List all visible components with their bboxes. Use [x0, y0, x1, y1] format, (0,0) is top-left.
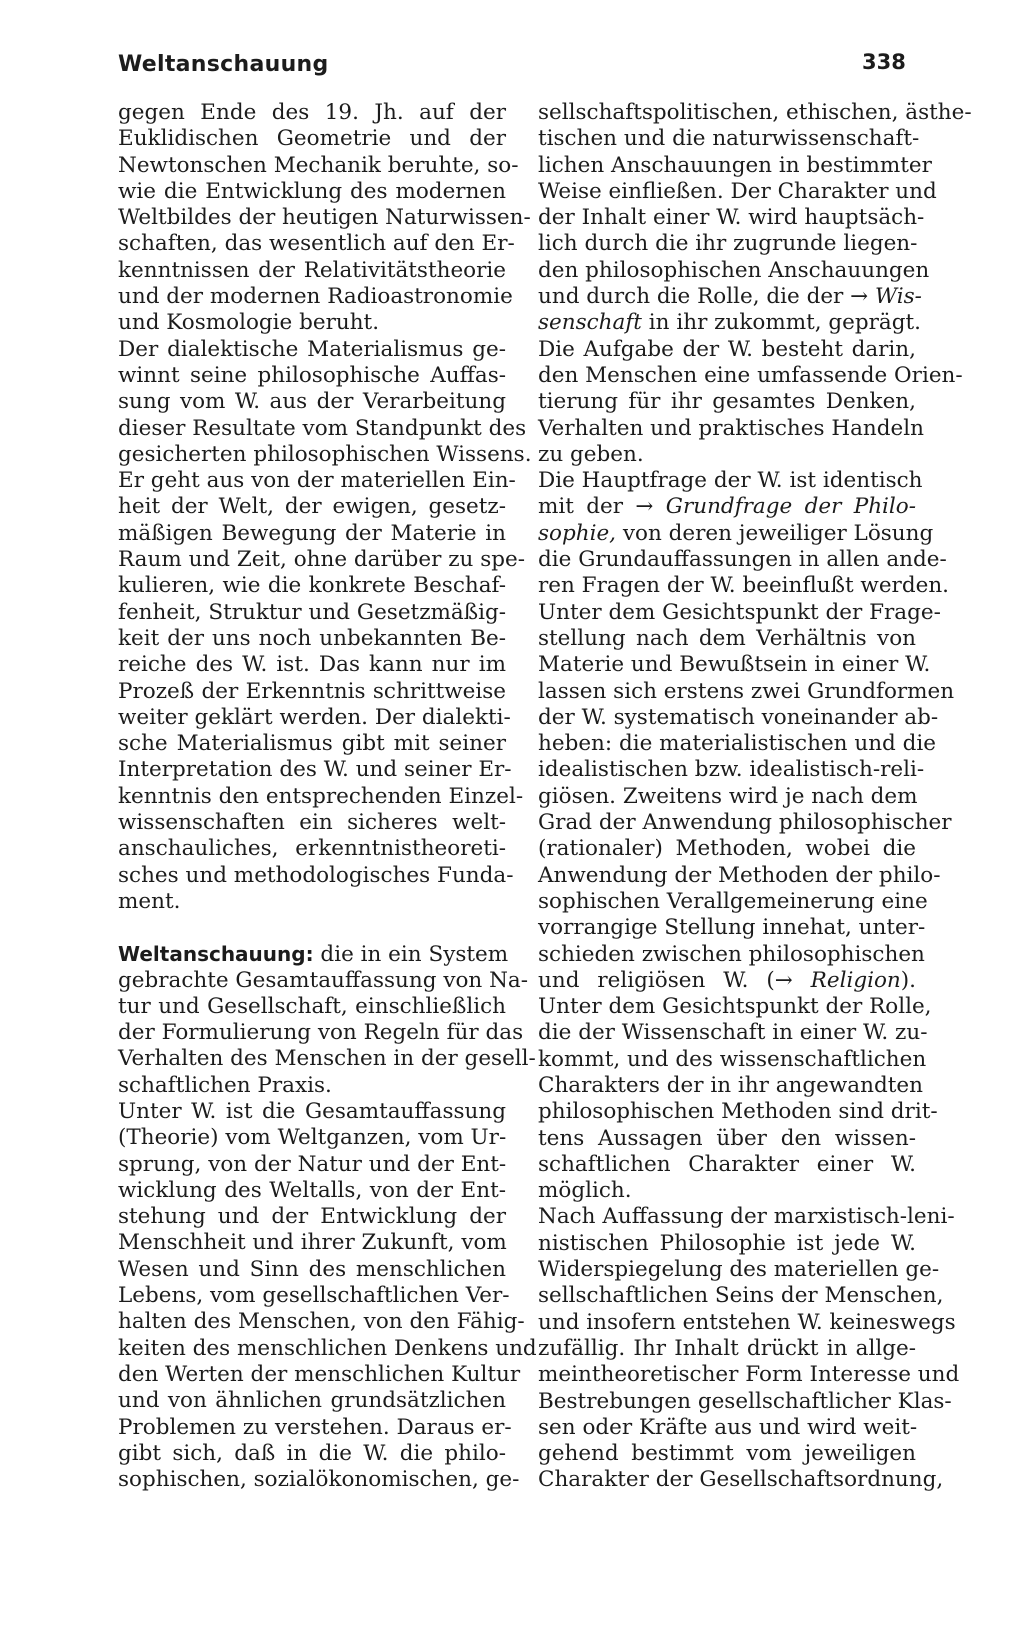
line-text: ment. [118, 888, 181, 914]
text-line [538, 1336, 916, 1362]
text-line [538, 126, 920, 152]
line-text: tierung für ihr gesamtes Denken, [538, 389, 916, 415]
line-text: Anwendung der Methoden der philo- [538, 862, 941, 888]
line-text: Grad der Anwendung philosophischer [538, 810, 952, 836]
text-line [118, 126, 506, 152]
text-line [118, 363, 506, 389]
left-column [118, 100, 537, 1493]
line-text: keiten des menschlichen Denkens und [118, 1335, 537, 1361]
text-line [538, 626, 916, 652]
line-text: fenheit, Struktur und Gesetzmäßig- [118, 599, 506, 625]
line-text: möglich. [538, 1178, 632, 1204]
line-text: und durch die Rolle, die der [538, 284, 851, 310]
text-line [538, 1204, 955, 1230]
line-text: philosophischen Methoden sind drit- [538, 1099, 938, 1125]
text-line [538, 757, 925, 783]
text-line [118, 521, 506, 547]
line-text: tischen und die naturwissenschaft- [538, 126, 920, 152]
line-text: Die Hauptfrage der W. ist identisch [538, 468, 923, 494]
text-line [118, 547, 525, 573]
line-text: Unter dem Gesichtspunkt der Rolle, [538, 994, 932, 1020]
text-line [118, 152, 519, 179]
text-line [118, 1046, 536, 1072]
line-text: keit der uns noch unbekannten Be- [118, 625, 506, 651]
text-line [118, 862, 514, 889]
text-line [118, 1152, 506, 1178]
line-text: sellschaftspolitischen, ethischen, ästhe- [538, 100, 972, 125]
line-text: Euklidischen Geometrie und der [118, 126, 506, 152]
text-line [538, 731, 937, 757]
arrow-icon: → [774, 967, 793, 993]
line-text: gibt sich, daß in die W. die philo- [118, 1440, 506, 1466]
text-line [538, 915, 926, 941]
line-text: meintheoretischer Form Interesse und [538, 1362, 960, 1388]
line-text: Interpretation des W. und seiner Er- [118, 757, 512, 783]
line-text: Unter dem Gesichtspunkt der Frage- [538, 599, 941, 625]
line-text: den Werten der menschlichen Kultur [118, 1361, 521, 1387]
text-line [538, 152, 932, 179]
line-text: (rationaler) Methoden, wobei die [538, 836, 916, 862]
text-line [118, 600, 506, 626]
text-line [118, 1020, 524, 1046]
line-text: (Theorie) vom Weltganzen, vom Ur- [118, 1125, 507, 1151]
line-text: ren Fragen der W. beeinflußt werden. [538, 573, 949, 599]
text-line [538, 1231, 916, 1257]
line-text: winnt seine philosophische Auffas- [118, 362, 506, 388]
line-text: die der Wissenschaft in einer W. zu- [538, 1020, 928, 1046]
line-text: und insofern entstehen W. keineswegs [538, 1309, 956, 1335]
line-text: Nach Auffassung der marxistisch-leni- [538, 1204, 955, 1230]
line-text: Prozeß der Erkenntnis schrittweise [118, 678, 506, 704]
text-line [538, 1126, 916, 1152]
text-line [538, 678, 955, 705]
text-line [538, 1072, 923, 1099]
text-line [538, 1257, 940, 1283]
text-line [538, 652, 931, 678]
line-text: den philosophischen Anschauungen [538, 257, 930, 283]
text-line [538, 1388, 952, 1415]
text-line [538, 362, 963, 389]
line-text: Er geht aus von der materiellen Ein- [118, 468, 516, 494]
text-line [118, 783, 524, 810]
entry-headword: Weltanschauung: [118, 942, 314, 967]
line-text: sellschaftlichen Seins der Menschen, [538, 1283, 944, 1309]
text-line [118, 231, 515, 257]
line-text: kenntnissen der Relativitätstheorie [118, 257, 506, 283]
line-text: gegen Ende des 19. Jh. auf der [118, 100, 506, 125]
line-text: mit der [538, 494, 636, 520]
text-line [538, 1441, 916, 1467]
text-line [538, 178, 937, 205]
line-text: wissenschaften ein sicheres welt- [118, 810, 506, 836]
text-line [118, 1283, 510, 1309]
text-line [538, 100, 972, 126]
text-line [538, 1152, 916, 1178]
line-text: Unter W. ist die Gesamtauffassung [118, 1098, 506, 1124]
line-text: stellung nach dem Verhältnis von [538, 625, 916, 651]
text-line [118, 1178, 506, 1204]
line-text: Verhalten und praktisches Handeln [538, 415, 924, 441]
line-text: halten des Menschen, von den Fähig- [118, 1309, 525, 1335]
arrow-icon: → [635, 494, 654, 520]
text-line [538, 1099, 938, 1125]
line-text: kenntnis den entsprechenden Einzel- [118, 783, 524, 809]
line-text: schieden zwischen philosophischen [538, 941, 925, 967]
cross-reference: Religion [792, 967, 901, 993]
line-text: wicklung des Weltalls, von der Ent- [118, 1177, 506, 1203]
text-line [538, 836, 916, 862]
line-text: Der dialektische Materialismus ge- [118, 336, 506, 362]
cross-reference: Wis- [868, 284, 922, 310]
line-text: Widerspiegelung des materiellen ge- [538, 1257, 940, 1283]
line-text: Bestrebungen gesellschaftlicher Klas- [538, 1388, 952, 1414]
text-line [118, 810, 506, 836]
line-text: Verhalten des Menschen in der gesell- [118, 1046, 536, 1072]
line-text: vorrangige Stellung innehat, unter- [538, 915, 926, 941]
text-line [118, 836, 506, 862]
text-line [118, 1388, 506, 1414]
text-line [538, 704, 939, 731]
text-line [538, 810, 952, 836]
line-text: kommt, und des wissenschaftlichen [538, 1046, 927, 1072]
text-line [538, 1046, 927, 1073]
text-line [118, 652, 506, 678]
text-line [538, 1178, 916, 1204]
text-line [118, 258, 506, 284]
text-line [538, 968, 916, 994]
line-text: lichen Anschauungen in bestimmter [538, 152, 932, 178]
line-text: lich durch die ihr zugrunde liegen- [538, 231, 918, 257]
line-text: Charakters der in ihr angewandten [538, 1072, 923, 1098]
line-text: sche Materialismus gibt mit seiner [118, 731, 506, 757]
line-text: schaftlichen Praxis. [118, 1072, 332, 1098]
text-line [118, 731, 506, 757]
line-text: sprung, von der Natur und der Ent- [118, 1151, 507, 1177]
cross-reference: sophie, [538, 520, 617, 546]
text-line [538, 994, 932, 1020]
text-line [538, 257, 930, 284]
line-text: Menschheit und ihrer Zukunft, vom [118, 1230, 507, 1256]
line-text: sung vom W. aus der Verarbeitung [118, 389, 506, 415]
line-text: stehung und der Entwicklung der [118, 1204, 506, 1230]
paragraph-gap [118, 915, 506, 941]
line-text: Raum und Zeit, ohne darüber zu spe- [118, 547, 525, 573]
line-text: mäßigen Bewegung der Materie in [118, 520, 506, 546]
line-text: gebrachte Gesamtauffassung von Na- [118, 967, 528, 993]
line-text: giösen. Zweitens wird je nach dem [538, 783, 918, 809]
line-text: die Grundauffassungen in allen ande- [538, 547, 947, 573]
text-line [538, 310, 921, 336]
line-text: idealistischen bzw. idealistisch-reli- [538, 757, 925, 783]
line-text: heben: die materialistischen und die [538, 731, 937, 757]
line-text: tur und Gesellschaft, einschließlich [118, 993, 506, 1019]
page-number: 338 [862, 50, 906, 74]
text-line [118, 1361, 521, 1388]
right-column [538, 100, 972, 1494]
text-line [118, 573, 506, 599]
text-line [118, 468, 516, 494]
text-line [118, 205, 531, 231]
text-line [538, 573, 949, 599]
running-title: Weltanschauung [118, 52, 329, 77]
text-line [118, 967, 528, 994]
text-line [538, 284, 922, 310]
line-text: und Kosmologie beruht. [118, 310, 380, 336]
text-line [118, 704, 511, 731]
text-line [118, 1099, 506, 1125]
text-line [118, 284, 513, 310]
text-line [538, 205, 925, 231]
text-line [118, 1414, 512, 1441]
text-line [538, 547, 947, 573]
cross-reference: Grundfrage der Philo- [653, 494, 916, 520]
line-text: Newtonschen Mechanik beruhte, so- [118, 152, 519, 178]
text-line [538, 337, 916, 363]
text-line [538, 442, 916, 468]
text-line [538, 862, 941, 889]
line-text: weiter geklärt werden. Der dialekti- [118, 704, 511, 730]
text-line [118, 441, 532, 468]
line-text: sophischen, sozialökonomischen, ge- [118, 1467, 520, 1493]
text-line [538, 888, 928, 915]
text-line [118, 1467, 520, 1493]
line-text: dieser Resultate vom Standpunkt des [118, 415, 527, 441]
text-line [118, 679, 506, 705]
text-line [118, 1125, 506, 1151]
line-text: Problemen zu verstehen. Daraus er- [118, 1414, 512, 1440]
text-line [538, 1362, 960, 1388]
text-line [118, 1073, 506, 1099]
text-line [118, 1257, 506, 1283]
text-line [118, 179, 506, 205]
text-line [118, 494, 506, 520]
text-line [118, 1441, 506, 1467]
line-text: Wesen und Sinn des menschlichen [118, 1256, 506, 1282]
line-text: schaftlichen Charakter einer W. [538, 1151, 916, 1177]
cross-reference: senschaft [538, 310, 642, 336]
line-text: Charakter der Gesellschaftsordnung, [538, 1467, 944, 1493]
line-text: Weltbildes der heutigen Naturwissen- [118, 205, 531, 231]
line-text: tens Aussagen über den wissen- [538, 1125, 916, 1151]
text-line [118, 994, 506, 1020]
text-line [538, 468, 923, 494]
line-text: wie die Entwicklung des modernen [118, 178, 506, 204]
line-text: gehend bestimmt vom jeweiligen [538, 1441, 916, 1467]
text-line [538, 494, 916, 520]
line-text: in ihr zukommt, geprägt. [641, 310, 921, 336]
text-line [538, 941, 925, 968]
text-line [538, 784, 916, 810]
text-line [118, 415, 527, 442]
text-line [118, 389, 506, 415]
line-text: anschauliches, erkenntnistheoreti- [118, 836, 506, 862]
text-line [538, 389, 916, 415]
line-text: der W. systematisch voneinander ab- [538, 704, 939, 730]
line-text: nistischen Philosophie ist jede W. [538, 1230, 916, 1256]
line-text: sophischen Verallgemeinerung eine [538, 888, 928, 914]
text-line [538, 231, 916, 257]
text-line [538, 415, 924, 442]
line-text: Materie und Bewußtsein in einer W. [538, 652, 931, 678]
line-text: Weise einfließen. Der Charakter und [538, 178, 937, 204]
line-text: kulieren, wie die konkrete Beschaf- [118, 573, 506, 599]
text-line [118, 337, 506, 363]
text-line [538, 599, 941, 626]
text-line [538, 1283, 944, 1309]
text-line [118, 941, 509, 968]
text-line [538, 520, 934, 547]
line-text: und von ähnlichen grundsätzlichen [118, 1388, 506, 1414]
text-line [118, 1309, 525, 1335]
line-text: lassen sich erstens zwei Grundformen [538, 678, 955, 704]
line-text: zufällig. Ihr Inhalt drückt in allge- [538, 1335, 916, 1361]
text-line [118, 310, 506, 336]
text-line [118, 757, 512, 783]
line-text: gesicherten philosophischen Wissens. [118, 441, 532, 467]
line-text: Die Aufgabe der W. besteht darin, [538, 336, 916, 362]
line-text: und religiösen W. ( [538, 967, 775, 993]
text-line [118, 1230, 506, 1256]
line-text: schaften, das wesentlich auf den Er- [118, 231, 515, 257]
text-line [538, 1415, 916, 1441]
line-text: sches und methodologisches Funda- [118, 862, 514, 888]
text-line [538, 1467, 944, 1493]
line-text: zu geben. [538, 441, 644, 467]
line-text: den Menschen eine umfassende Orien- [538, 362, 963, 388]
text-line [118, 626, 506, 652]
line-text: ). [900, 967, 916, 993]
text-line [118, 1204, 506, 1230]
line-text: Lebens, vom gesellschaftlichen Ver- [118, 1283, 510, 1309]
arrow-icon: → [850, 284, 869, 310]
line-text: heit der Welt, der ewigen, gesetz- [118, 494, 506, 520]
text-line [118, 100, 506, 126]
line-text: reiche des W. ist. Das kann nur im [118, 652, 506, 678]
text-line [118, 889, 506, 915]
line-text: der Inhalt einer W. wird hauptsäch- [538, 205, 925, 231]
line-text: sen oder Kräfte aus und wird weit- [538, 1414, 918, 1440]
line-text: die in ein System [313, 942, 509, 968]
text-line [118, 1335, 537, 1362]
line-text: von deren jeweiliger Lösung [616, 520, 934, 546]
line-text: und der modernen Radioastronomie [118, 284, 513, 310]
line-text: der Formulierung von Regeln für das [118, 1020, 524, 1046]
text-line [538, 1020, 928, 1046]
text-line [538, 1309, 956, 1336]
